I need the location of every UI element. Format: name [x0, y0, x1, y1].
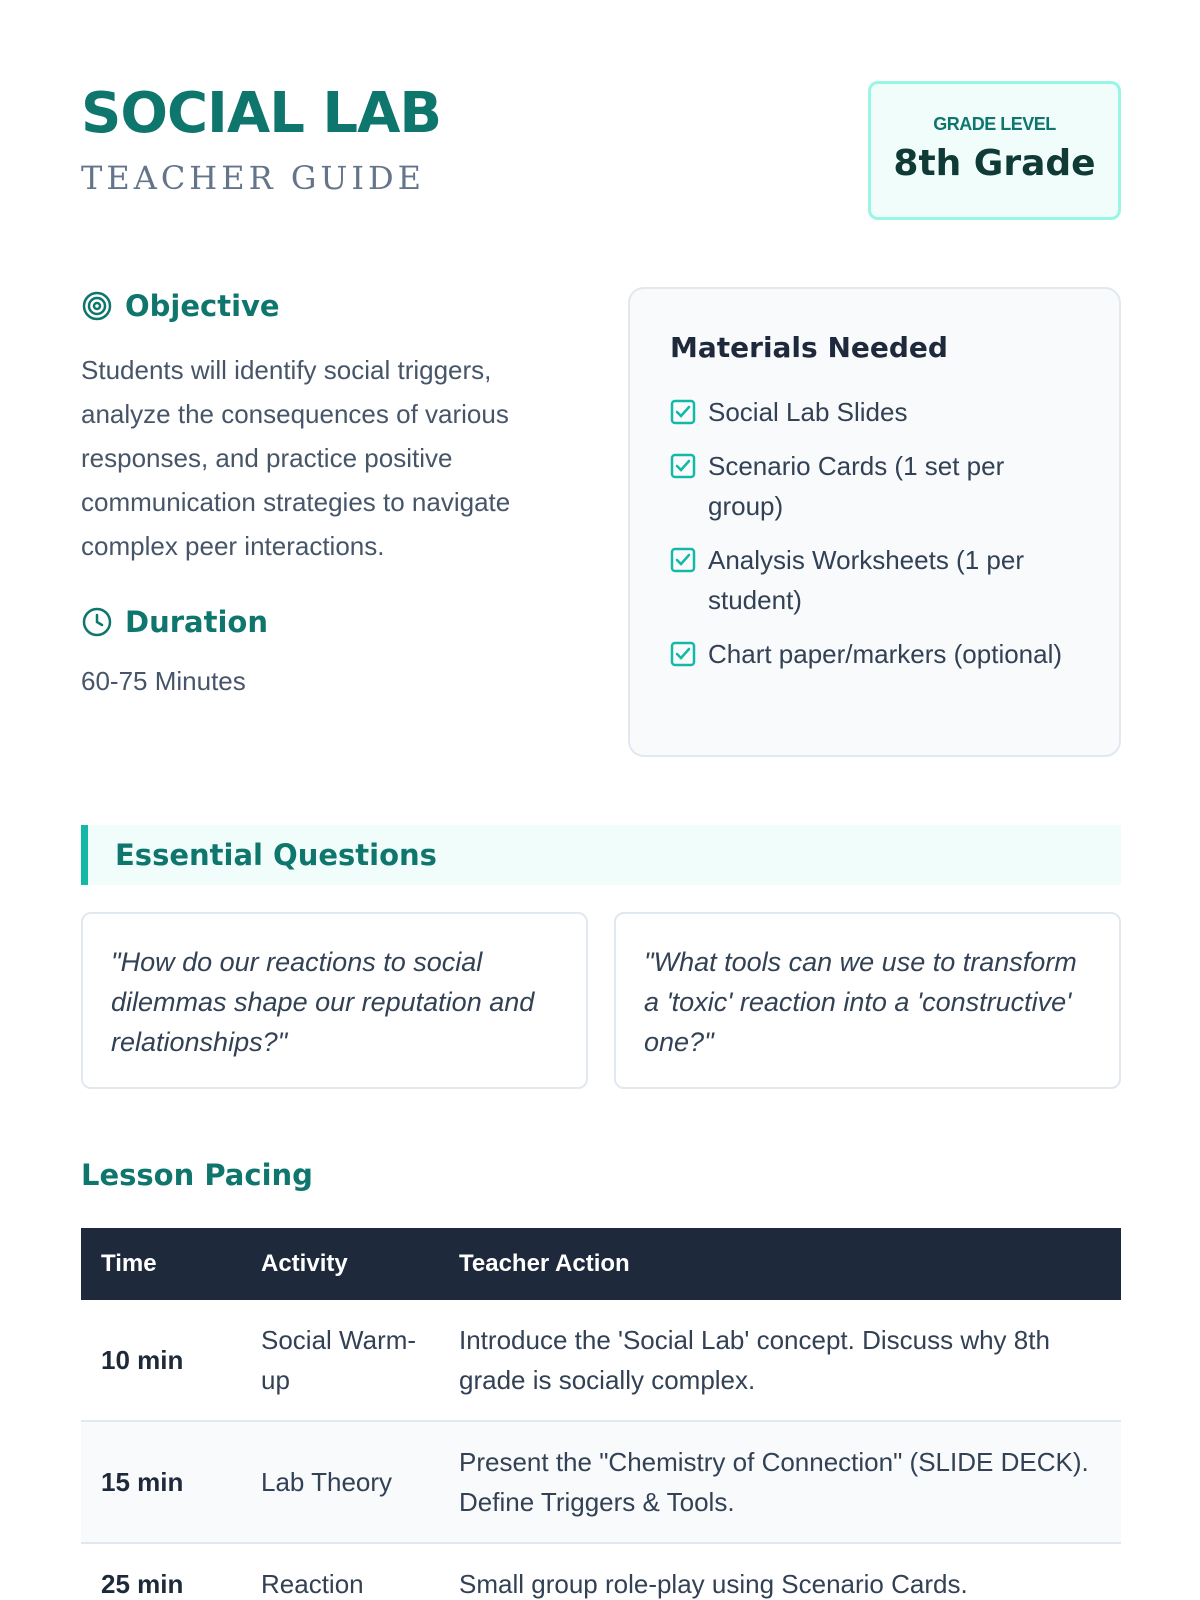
lesson-pacing-table: [81, 1228, 1121, 1600]
checkbox-icon: [670, 399, 696, 425]
row-activity: Reaction: [241, 1543, 439, 1600]
objective-text: Students will identify social triggers, analyze the consequences of various responses, and practice positive communication strategies to navigate complex peer interactions.: [81, 355, 511, 561]
grade-level-badge: [868, 81, 1121, 220]
material-item-label: Chart paper/markers (optional): [708, 639, 1063, 669]
question-card: "How do our reactions to social dilemmas shape our reputation and relationships?": [81, 912, 588, 1089]
duration-text: 60-75 Minutes: [81, 666, 246, 696]
teacher-guide-page: [81, 0, 1121, 1600]
column-header-teacher-action: Teacher Action: [439, 1228, 1121, 1300]
checkbox-icon: [670, 641, 696, 667]
materials-card: [628, 287, 1121, 757]
materials-title: Materials Needed: [670, 331, 948, 364]
page-subtitle: TEACHER GUIDE: [81, 159, 426, 197]
column-header-time: Time: [81, 1228, 241, 1300]
objective-heading: [81, 289, 280, 323]
material-item: [670, 634, 1079, 674]
checkbox-icon: [670, 453, 696, 479]
row-teacher-action: Introduce the 'Social Lab' concept. Discuss why 8th grade is socially complex.: [439, 1300, 1121, 1421]
material-item-label: Analysis Worksheets (1 per student): [708, 545, 1024, 615]
grade-level-label: GRADE LEVEL: [933, 114, 1056, 134]
row-time: 15 min: [81, 1421, 241, 1543]
material-item-label: Social Lab Slides: [708, 397, 908, 427]
clock-icon: [81, 606, 113, 638]
checkbox-icon: [670, 547, 696, 573]
row-time: 10 min: [81, 1300, 241, 1421]
table-row: [81, 1421, 1121, 1543]
lesson-pacing-title: Lesson Pacing: [81, 1158, 313, 1192]
page-title: SOCIAL LAB: [81, 81, 442, 146]
essential-questions-heading: [81, 825, 1121, 885]
material-item: [670, 446, 1079, 526]
material-item: [670, 540, 1079, 620]
row-teacher-action: Present the "Chemistry of Connection" (SLIDE DECK). Define Triggers & Tools.: [439, 1421, 1121, 1543]
objective-title: Objective: [125, 289, 280, 323]
row-activity: Social Warm-up: [241, 1300, 439, 1421]
row-activity: Lab Theory: [241, 1421, 439, 1543]
material-item-label: Scenario Cards (1 set per group): [708, 451, 1005, 521]
target-icon: [81, 290, 113, 322]
row-time: 25 min: [81, 1543, 241, 1600]
duration-heading: [81, 605, 268, 639]
table-header-row: [81, 1228, 1121, 1300]
column-header-activity: Activity: [241, 1228, 439, 1300]
material-item: [670, 392, 1079, 432]
table-row: [81, 1543, 1121, 1600]
question-card: "What tools can we use to transform a 'toxic' reaction into a 'constructive' one?": [614, 912, 1121, 1089]
table-row: [81, 1300, 1121, 1421]
essential-questions-title: Essential Questions: [115, 838, 437, 872]
duration-title: Duration: [125, 605, 268, 639]
row-teacher-action: Small group role-play using Scenario Cards.: [439, 1543, 1121, 1600]
grade-level-value: 8th Grade: [893, 143, 1096, 184]
